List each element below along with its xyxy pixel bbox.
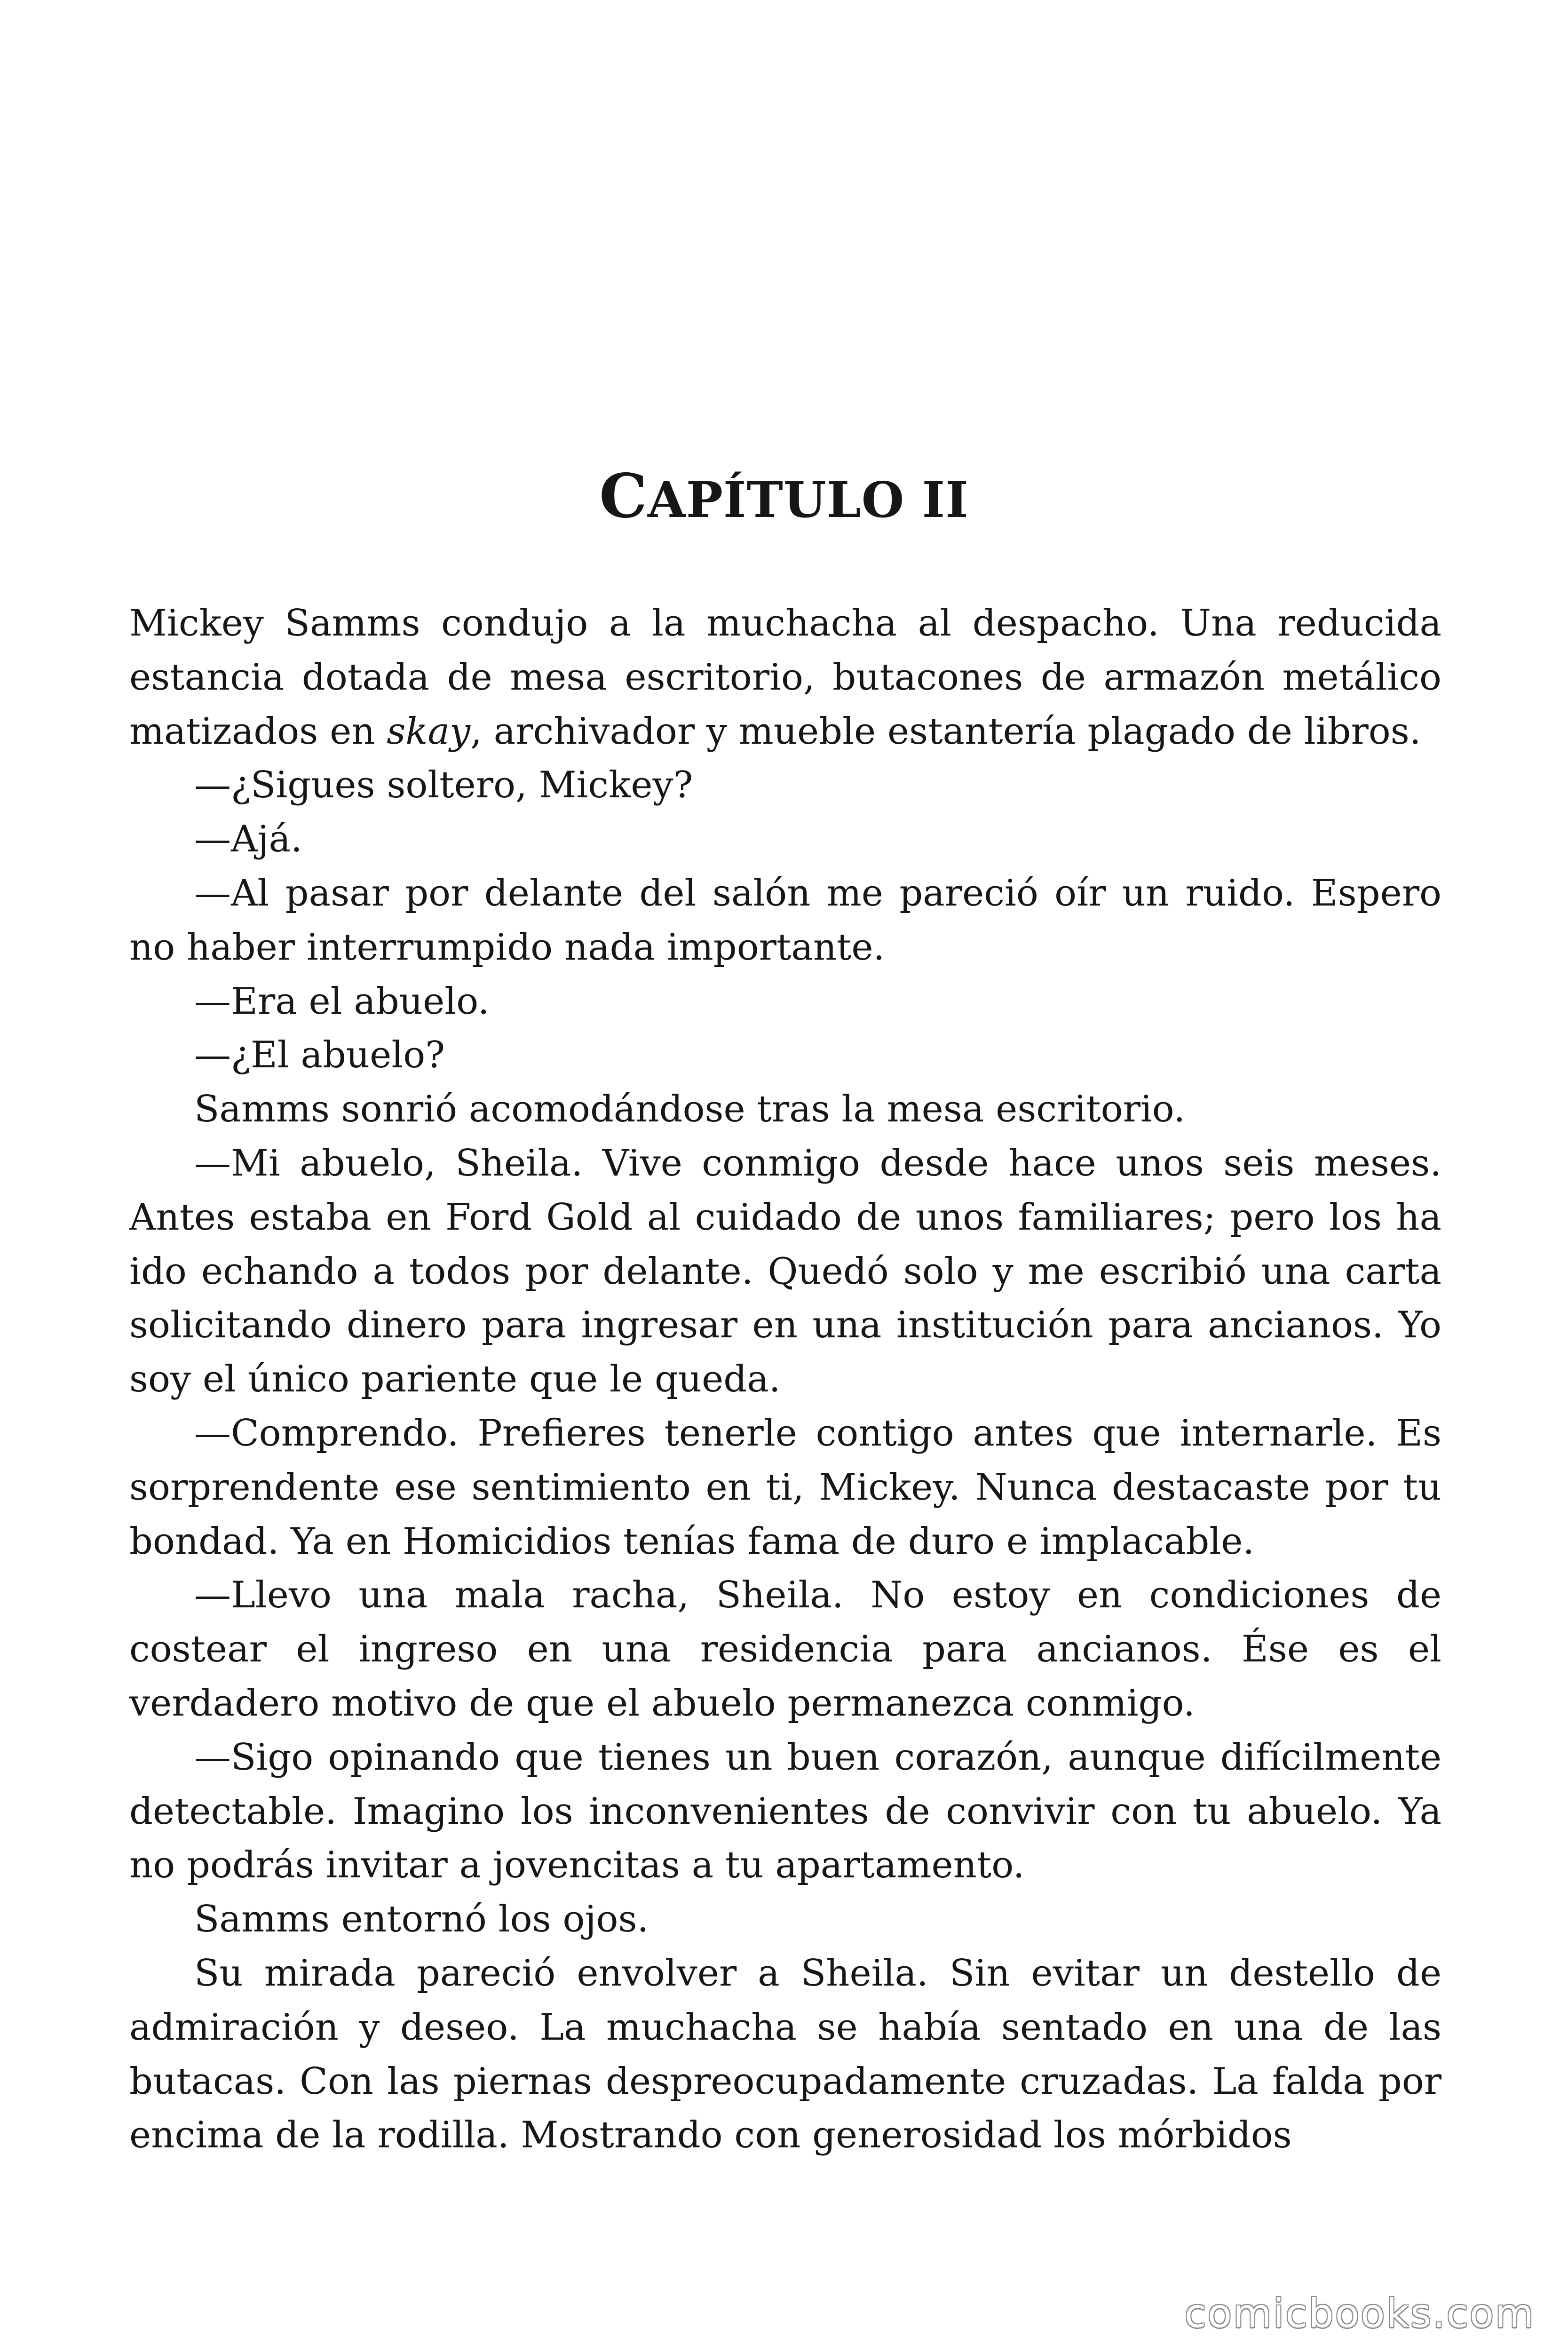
paragraph-11: —Sigo opinando que tienes un buen corazón, aunque difícilmente detectable. Imagino los inconvenientes de convivir con tu abuelo. Ya no podrás invitar a jovencitas a tu apartamento. (129, 1736, 1441, 1887)
paragraph-7: Samms sonrió acomodándose tras la mesa escritorio. (194, 1088, 1186, 1131)
paragraph-5: —Era el abuelo. (194, 980, 490, 1023)
paragraph-2: —¿Sigues soltero, Mickey? (194, 764, 693, 807)
chapter-title-initial: C (599, 461, 648, 532)
paragraph-8: —Mi abuelo, Sheila. Vive conmigo desde hace unos seis meses. Antes estaba en Ford Gold al cuidado de unos familiares; pero los ha ido echando a todos por delante. Quedó solo y me escribió una carta solicitando dinero para ingresar en una institución para ancianos. Yo soy el único pariente que le queda. (129, 1142, 1441, 1401)
paragraph-4: —Al pasar por delante del salón me pareció oír un ruido. Espero no haber interrumpido nada importante. (129, 872, 1441, 969)
paragraph-13: Su mirada pareció envolver a Sheila. Sin evitar un destello de admiración y deseo. La muchacha se había sentado en una de las butacas. Con las piernas despreocupadamente cruzadas. La falda por encima de la rodilla. Mostrando con generosidad los mórbidos (129, 1952, 1441, 2157)
paragraph-1 (129, 596, 1441, 758)
paragraph-6: —¿El abuelo? (194, 1034, 445, 1077)
paragraph-1-italic-word: skay (387, 710, 471, 753)
paragraph-1-text: Mickey Samms condujo a la muchacha al despacho. Una reducida estancia dotada de mesa escritorio, butacones de armazón metálico matizados en (129, 602, 1441, 753)
paragraph-3: —Ajá. (194, 818, 302, 861)
watermark: comicbooks.com (1184, 2290, 1535, 2336)
paragraph-9: —Comprendo. Prefieres tenerle contigo antes que internarle. Es sorprendente ese sentimiento en ti, Mickey. Nunca destacaste por tu bondad. Ya en Homicidios tenías fama de duro e implacable. (129, 1412, 1441, 1563)
paragraph-12: Samms entornó los ojos. (194, 1898, 649, 1941)
paragraph-1-text-after: , archivador y mueble estantería plagado de libros. (470, 710, 1421, 753)
chapter-body (129, 596, 1441, 2162)
chapter-title-rest: APÍTULO II (648, 471, 969, 529)
paragraph-10: —Llevo una mala racha, Sheila. No estoy en condiciones de costear el ingreso en una residencia para ancianos. Ése es el verdadero motivo de que el abuelo permanezca conmigo. (129, 1574, 1441, 1724)
chapter-title (0, 459, 1568, 538)
